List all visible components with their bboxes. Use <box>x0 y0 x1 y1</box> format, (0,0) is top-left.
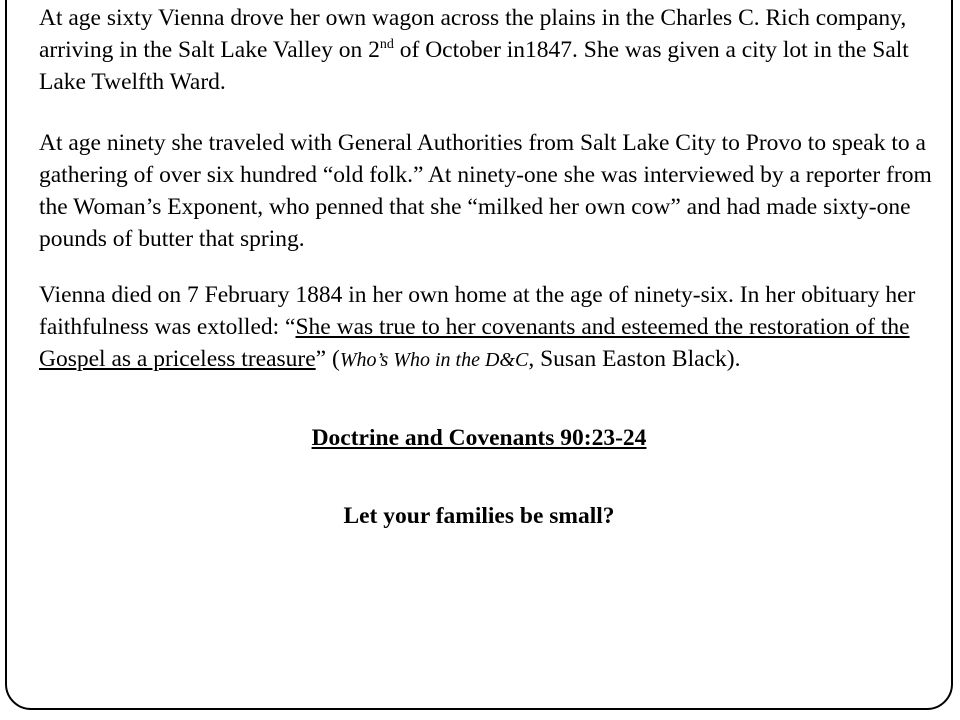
obituary-quote-close: ” ( <box>315 346 340 372</box>
question-text: Let your families be small? <box>343 503 615 529</box>
obituary-source-author: , Susan Easton Black). <box>528 346 741 372</box>
scripture-reference: Doctrine and Covenants 90:23-24 <box>311 425 647 451</box>
paragraph-wagon-journey <box>39 2 939 98</box>
paragraph-obituary <box>39 279 939 376</box>
obituary-quote: She was true to her covenants and esteemed the restoration of the Gospel as a priceless treasure <box>39 314 910 372</box>
obituary-intro: Vienna died on 7 February 1884 in her own home at the age of ninety-six. In her obituary her faithfulness was extolled: “ <box>39 282 916 340</box>
paragraph-wagon-journey-rest: of October in1847. She was given a city lot in the Salt Lake Twelfth Ward. <box>39 37 909 95</box>
obituary-source-title: Who’s Who in the D&C <box>339 349 529 371</box>
ordinal-suffix: nd <box>379 37 394 53</box>
paragraph-age-ninety: At age ninety she traveled with General Authorities from Salt Lake City to Provo to speak to a gathering of over six hundred “old folk.” At ninety-one she was interviewed by a reporter from the Woman’s Exponent, who penned that she “milked her own cow” and had made sixty-one pounds of butter that spring. <box>39 130 932 252</box>
slide-content <box>39 2 939 532</box>
paragraph-wagon-journey-text: At age sixty Vienna drove her own wagon across the plains in the Charles C. Rich company, arriving in the Salt Lake Valley on 2 <box>39 5 907 63</box>
